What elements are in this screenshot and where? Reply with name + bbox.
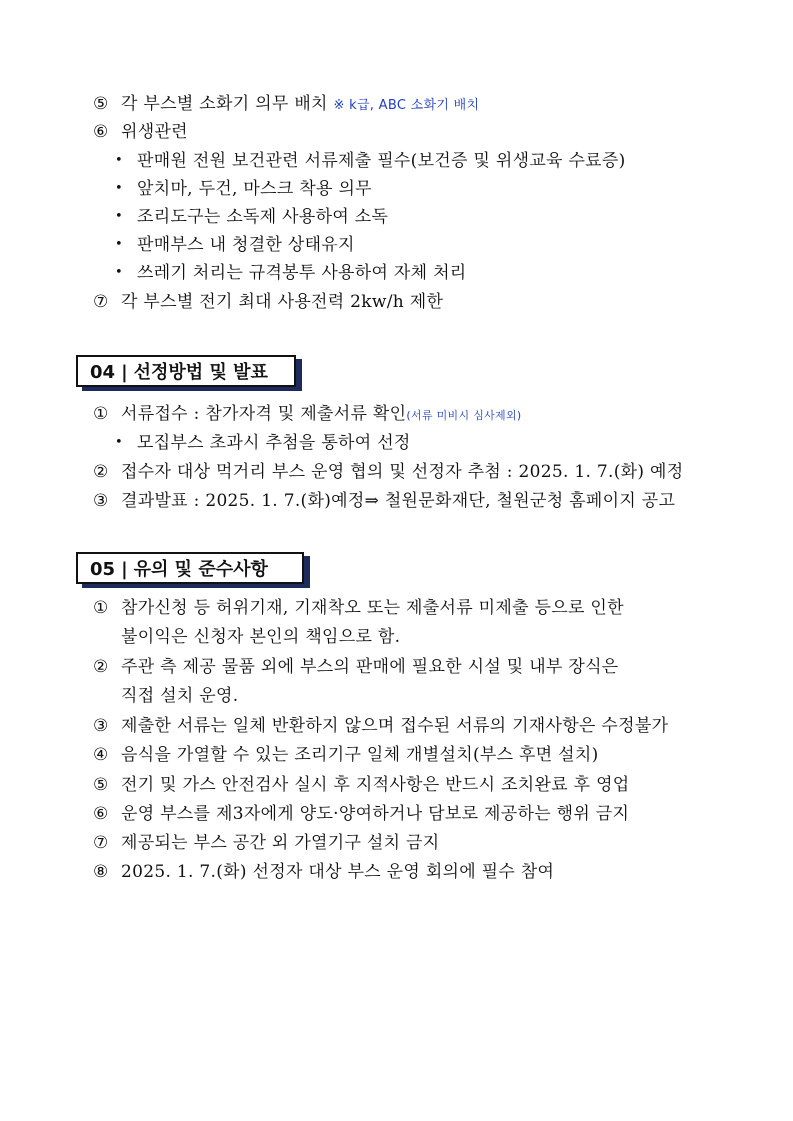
notice-item-3 [93, 714, 668, 738]
hygiene-bullet: 조리도구는 소독제 사용하여 소독 [137, 207, 389, 227]
bullet-icon: • [115, 435, 123, 450]
item-number: ② [93, 462, 109, 482]
hygiene-bullet: 판매원 전원 보건관련 서류제출 필수(보건증 및 위생교육 수료증) [137, 151, 626, 171]
notice-item-2 [93, 655, 619, 679]
notice-item-1-continued: 불이익은 신청자 본인의 책임으로 함. [121, 627, 401, 647]
bullet-icon: • [115, 181, 123, 196]
item-text: 운영 부스를 제3자에게 양도·양여하거나 담보로 제공하는 행위 금지 [121, 804, 630, 824]
selection-item-2 [93, 460, 683, 484]
item-text: 음식을 가열할 수 있는 조리기구 일체 개별설치(부스 후면 설치) [121, 745, 599, 765]
item-text: 접수자 대상 먹거리 부스 운영 협의 및 선정자 추첨 : 2025. 1. 7.(화) 예정 [121, 462, 684, 482]
item-number: ⑦ [93, 292, 109, 312]
bullet-icon: • [115, 237, 123, 252]
item-text: 위생관련 [121, 122, 188, 142]
item-number: ⑥ [93, 804, 109, 824]
bullet-icon: • [115, 265, 123, 280]
notice-item-4 [93, 743, 599, 767]
selection-bullet: 모집부스 초과시 추첨을 통하여 선정 [137, 433, 411, 453]
hygiene-bullet: 판매부스 내 청결한 상태유지 [137, 235, 355, 255]
bullet-icon: • [115, 153, 123, 168]
item-text: 제공되는 부스 공간 외 가열기구 설치 금지 [121, 833, 440, 853]
notice-item-6 [93, 802, 629, 826]
fire-extinguisher-note: ※ k급, ABC 소화기 배치 [333, 98, 480, 113]
document-note: (서류 미비시 심사제외) [406, 409, 522, 422]
section-separator: | [121, 559, 128, 580]
item-text: 제출한 서류는 일체 반환하지 않으며 접수된 서류의 기재사항은 수정불가 [121, 716, 669, 736]
hygiene-bullet: 쓰레기 처리는 규격봉투 사용하여 자체 처리 [137, 263, 467, 283]
item-number: ① [93, 404, 109, 424]
item-text: 서류접수 : 참가자격 및 제출서류 확인 [121, 404, 407, 424]
item-text: 주관 측 제공 물품 외에 부스의 판매에 필요한 시설 및 내부 장식은 [121, 657, 619, 677]
item-power-limit [93, 290, 443, 314]
hygiene-bullet: 앞치마, 두건, 마스크 착용 의무 [137, 179, 372, 199]
notice-item-1 [93, 596, 624, 620]
selection-item-3 [93, 489, 675, 513]
item-number: ⑥ [93, 122, 109, 142]
section-title: 유의 및 준수사항 [133, 559, 268, 580]
item-number: ② [93, 657, 109, 677]
item-number: ⑤ [93, 775, 109, 795]
item-number: ① [93, 598, 109, 618]
item-number: ⑦ [93, 833, 109, 853]
item-number: ⑧ [93, 862, 109, 882]
item-text: 전기 및 가스 안전검사 실시 후 지적사항은 반드시 조치완료 후 영업 [121, 775, 630, 795]
section-title: 선정방법 및 발표 [133, 362, 268, 383]
bullet-icon: • [115, 209, 123, 224]
item-number: ③ [93, 491, 109, 511]
section-number: 05 [90, 559, 116, 580]
item-number: ④ [93, 745, 109, 765]
item-fire-extinguisher [93, 92, 479, 118]
notice-item-7 [93, 831, 440, 855]
item-text: 참가신청 등 허위기재, 기재착오 또는 제출서류 미제출 등으로 인한 [121, 598, 624, 618]
notice-item-2-continued: 직접 설치 운영. [121, 686, 239, 706]
item-hygiene [93, 120, 188, 144]
item-text: 각 부스별 전기 최대 사용전력 2kw/h 제한 [121, 292, 444, 312]
item-text: 결과발표 : 2025. 1. 7.(화)예정⇒ 철원문화재단, 철원군청 홈페이지 공고 [121, 491, 676, 511]
section-separator: | [121, 362, 128, 383]
item-number: ③ [93, 716, 109, 736]
section-number: 04 [90, 362, 116, 383]
notice-item-8 [93, 860, 554, 884]
section-05-heading [76, 552, 304, 584]
selection-item-1 [93, 402, 522, 428]
item-text: 각 부스별 소화기 의무 배치 [121, 94, 328, 114]
item-text: 2025. 1. 7.(화) 선정자 대상 부스 운영 회의에 필수 참여 [121, 862, 555, 882]
item-number: ⑤ [93, 94, 109, 114]
section-04-heading [76, 355, 296, 387]
notice-item-5 [93, 773, 630, 797]
